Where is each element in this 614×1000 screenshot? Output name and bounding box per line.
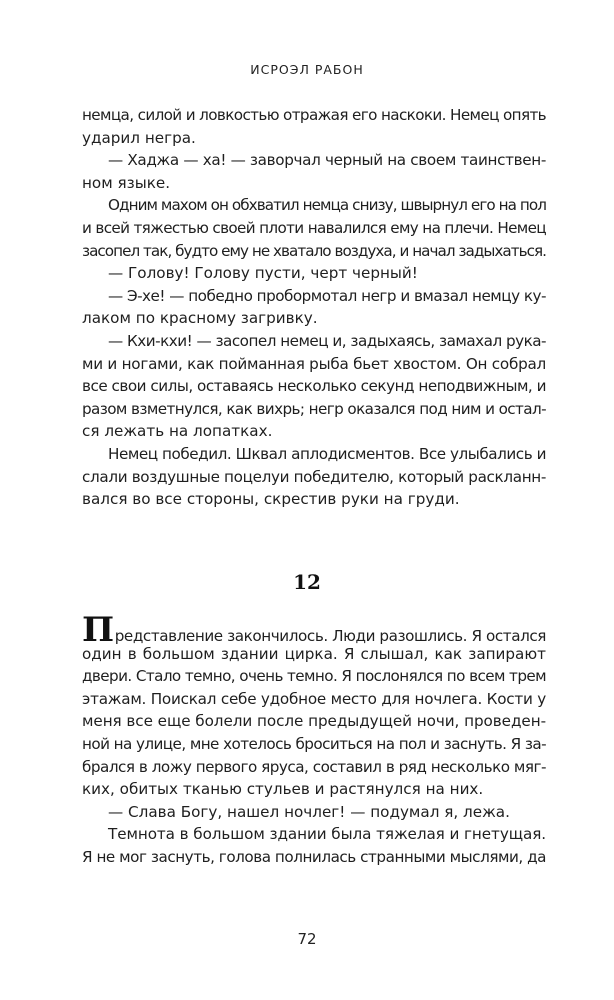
text-line: ной на улице, мне хотелось броситься на пол и заснуть. Я за- [82, 734, 546, 753]
text-line: Одним махом он обхватил немца снизу, швырнул его на пол [108, 196, 546, 215]
text-line: ном языке. [82, 173, 171, 192]
text-line: немца, силой и ловкостью отражая его наскоки. Немец опять [82, 106, 546, 124]
text-line: вался во все стороны, скрестив руки на груди. [82, 490, 460, 509]
text-line: Немец победил. Шквал аплодисментов. Все улыбались и [108, 444, 546, 463]
chapter-number: 12 [293, 570, 321, 594]
text-line: этажам. Поискал себе удобное место для ночлега. Кости у [82, 689, 546, 708]
text-block-chapter-12 [82, 610, 547, 869]
text-line: ми и ногами, как пойманная рыба бьет хвостом. Он собрал [82, 354, 546, 373]
text-line: разом взметнулся, как вихрь; негр оказался под ним и остал- [82, 399, 546, 418]
text-line: ких, обитых тканью стульев и растянулся на них. [82, 780, 484, 799]
text-line: один в большом здании цирка. Я слышал, как запирают [82, 644, 546, 663]
text-line: двери. Стало темно, очень темно. Я послонялся по всем трем [82, 667, 546, 686]
text-line: и всей тяжестью своей плоти навалился ему на плечи. Немец [82, 218, 546, 237]
text-line: ся лежать на лопатках. [82, 422, 273, 441]
text-line: — Кхи-кхи! — засопел немец и, задыхаясь, замахал рука- [108, 331, 546, 350]
text-line: — Голову! Голову пусти, черт черный! [108, 264, 418, 283]
text-line: слали воздушные поцелуи победителю, который раскланн- [82, 467, 546, 486]
text-line: лаком по красному загривку. [82, 309, 318, 328]
first-line-text: редставление закончилось. Люди разошлись. Я остался [114, 627, 547, 645]
text-line: — Хаджа — ха! — заворчал черный на своем таинствен- [108, 151, 546, 170]
text-block-previous-chapter [82, 104, 546, 511]
text-line: Темнота в большом здании была тяжелая и гнетущая. [108, 825, 546, 844]
text-line-first [82, 610, 547, 650]
drop-cap: П [82, 610, 114, 650]
running-head: ИСРОЭЛ РАБОН [250, 62, 364, 77]
text-line: — Слава Богу, нашел ночлег! — подумал я, лежа. [108, 802, 510, 821]
text-line: Я не мог заснуть, голова полнилась странными мыслями, да [82, 847, 546, 866]
text-line: меня все еще болели после предыдущей ночи, проведен- [82, 712, 546, 731]
text-line: засопел так, будто ему не хватало воздуха, и начал задыхаться. [82, 241, 546, 260]
text-line: брался в ложу первого яруса, составил в ряд несколько мяг- [82, 757, 546, 776]
text-line: ударил негра. [82, 128, 196, 147]
page-number: 72 [297, 930, 317, 948]
text-line: все свои силы, оставаясь несколько секунд неподвижным, и [82, 377, 546, 396]
text-line: — Э-хе! — победно пробормотал негр и вмазал немцу ку- [108, 286, 546, 305]
